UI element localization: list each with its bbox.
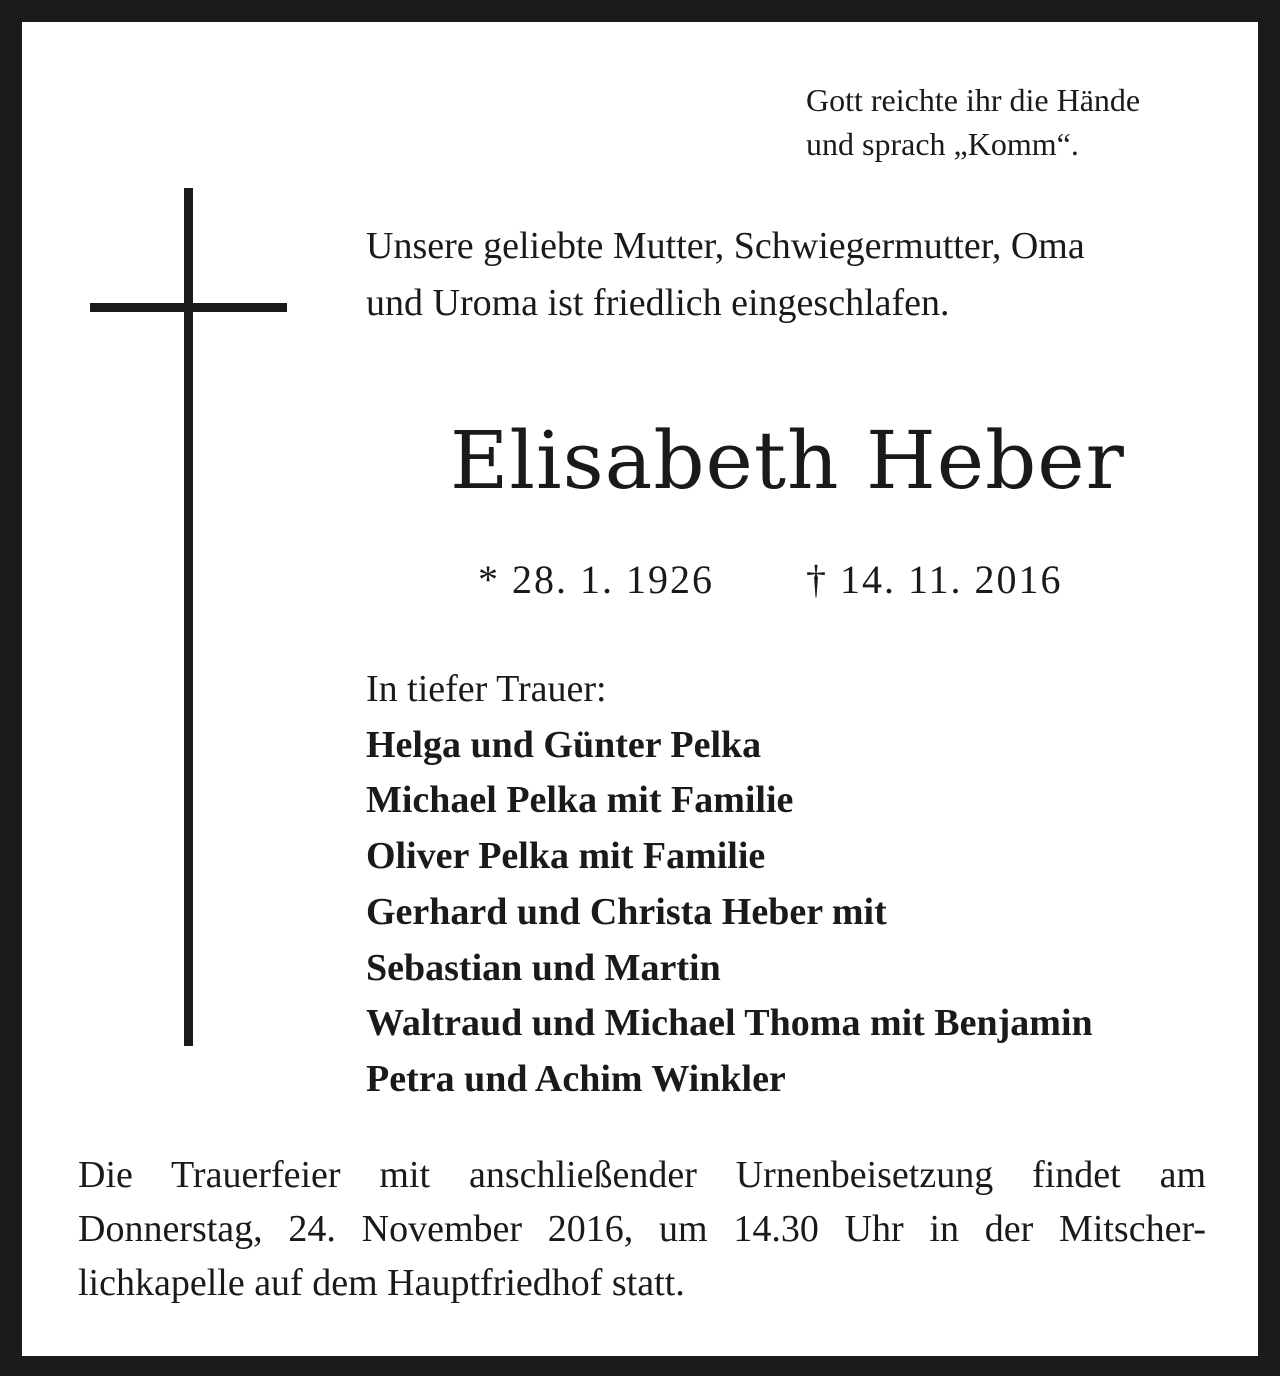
mourner-entry: Waltraud und Michael Thoma mit Benjamin <box>366 1002 1093 1045</box>
deceased-name: Elisabeth Heber <box>450 414 1125 507</box>
ceremony-line: lichkapelle auf dem Hauptfriedhof statt. <box>78 1262 685 1304</box>
cross-icon-horizontal-bar <box>90 303 287 312</box>
mourner-entry: Helga und Günter Pelka <box>366 723 762 766</box>
mourners-list <box>366 662 1093 1108</box>
life-dates <box>478 552 1063 608</box>
epigraph-quote <box>806 78 1140 166</box>
epigraph-line: und sprach „Komm“. <box>806 126 1079 162</box>
intro-line: Unsere geliebte Mutter, Schwiegermutter, Oma <box>366 225 1085 267</box>
cross-icon-vertical-bar <box>184 188 193 1046</box>
ceremony-line: Donnerstag, 24. November 2016, um 14.30 Uhr in der Mitscher- <box>78 1208 1206 1250</box>
mourner-entry: Oliver Pelka mit Familie <box>366 835 766 878</box>
mourner-entry: Michael Pelka mit Familie <box>366 779 794 822</box>
death-date: † 14. 11. 2016 <box>806 557 1063 602</box>
ceremony-details <box>78 1148 1206 1310</box>
obituary-notice <box>22 22 1258 1356</box>
mourner-entry: Sebastian und Martin <box>366 946 721 989</box>
birth-date: * 28. 1. 1926 <box>478 557 714 602</box>
mourner-entry: Gerhard und Christa Heber mit <box>366 890 887 933</box>
mourner-entry: Petra und Achim Winkler <box>366 1057 786 1100</box>
intro-text <box>366 218 1085 332</box>
ceremony-line: Die Trauerfeier mit anschließender Urnenbeisetzung findet am <box>78 1154 1206 1196</box>
epigraph-line: Gott reichte ihr die Hände <box>806 82 1141 118</box>
mourners-heading: In tiefer Trauer: <box>366 668 607 710</box>
intro-line: und Uroma ist friedlich eingeschlafen. <box>366 282 950 324</box>
